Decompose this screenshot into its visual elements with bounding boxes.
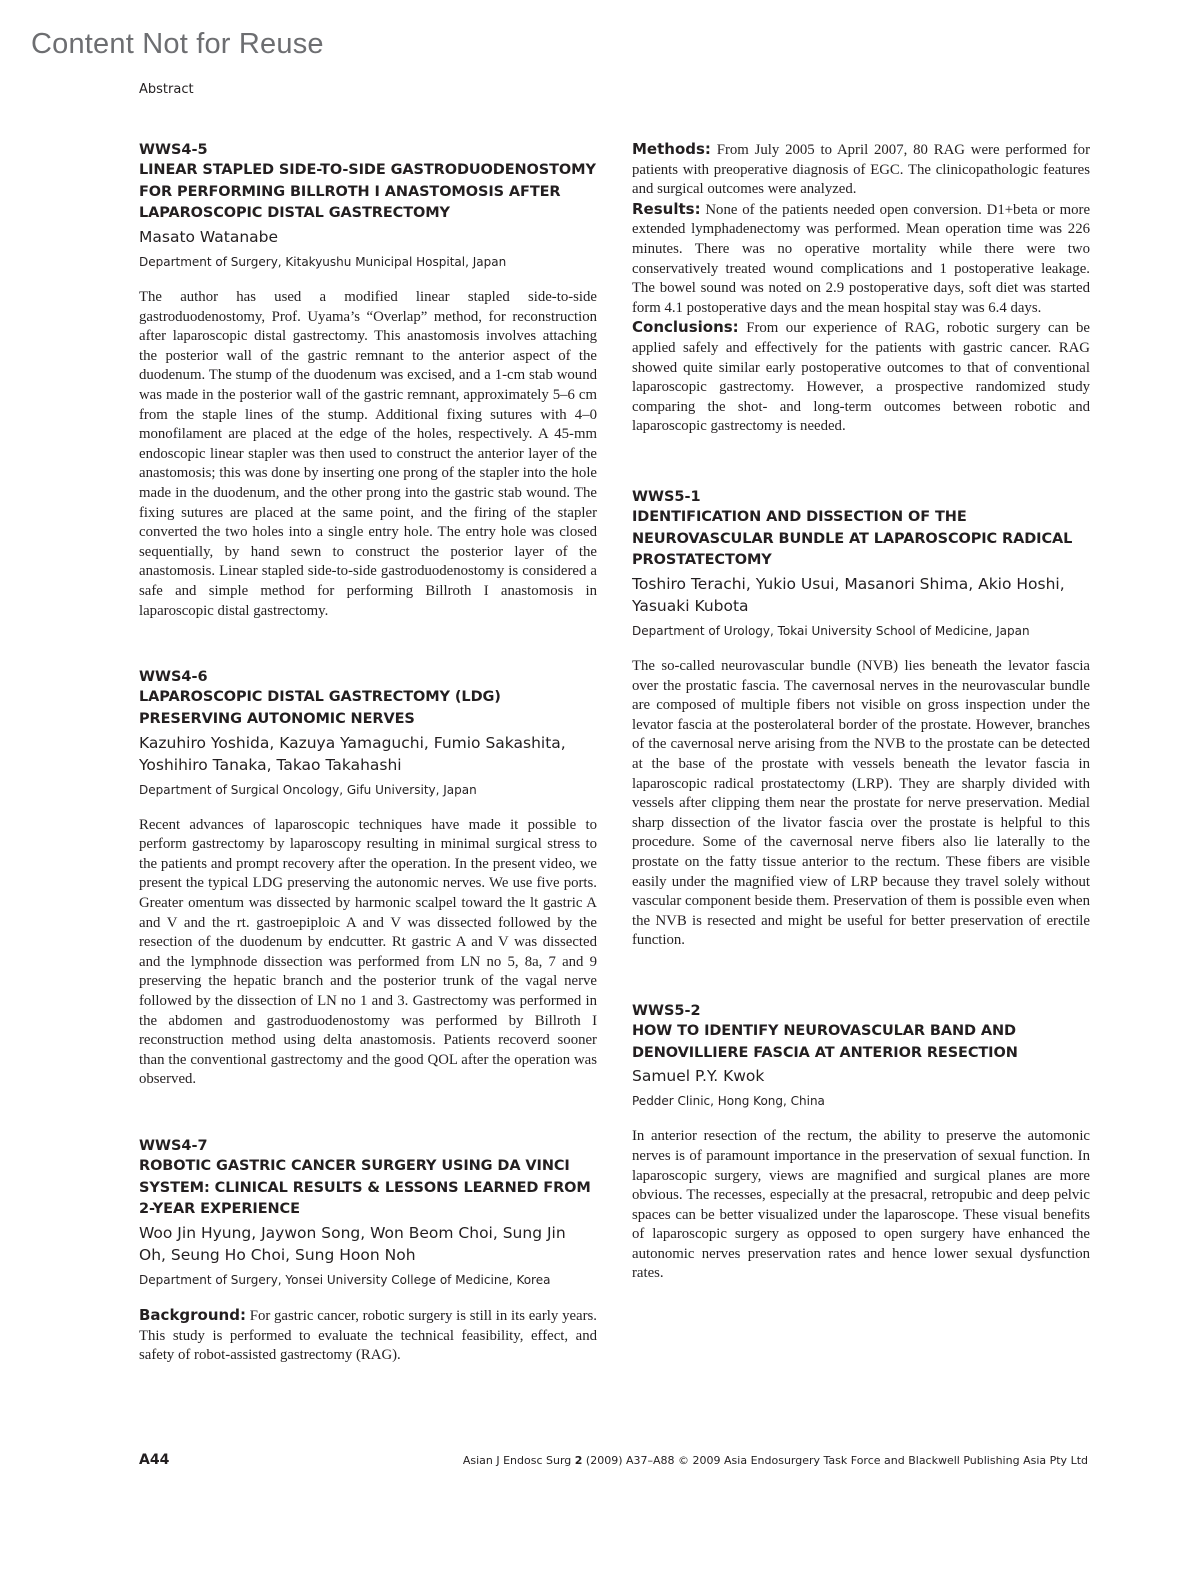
- abstract-code: WWS4-5: [139, 142, 208, 158]
- left-column: [139, 140, 597, 1366]
- section-gap: [139, 621, 597, 667]
- abstract-body: In anterior resection of the rectum, the ability to preserve the automonic nerves is of paramount importance in the preservation of sexual function. In laparoscopic surgery, views are magnified and surgical planes are more obvious. The recesses, especially at the presacral, retropubic and deep pelvic spaces can be better visualized under the laparoscope. These visual benefits of laparoscopic surgery as opposed to open surgery have enhanced the autonomic nerves preservation rates and hence lower sexual dysfunction rates.: [632, 1128, 1090, 1282]
- abstract-title: IDENTIFICATION AND DISSECTION OF THE NEUROVASCULAR BUNDLE AT LAPAROSCOPIC RADICAL PROSTATECTOMY: [632, 508, 1073, 569]
- results-paragraph: [632, 200, 1090, 319]
- abstract-authors: Toshiro Terachi, Yukio Usui, Masanori Shima, Akio Hoshi, Yasuaki Kubota: [632, 575, 1065, 616]
- abstract-affiliation: Department of Urology, Tokai University School of Medicine, Japan: [632, 624, 1030, 639]
- abstract-authors: Samuel P.Y. Kwok: [632, 1067, 765, 1086]
- abstract-title: LAPAROSCOPIC DISTAL GASTRECTOMY (LDG) PRESERVING AUTONOMIC NERVES: [139, 689, 501, 727]
- right-column: [632, 140, 1090, 1284]
- abstract-authors: Kazuhiro Yoshida, Kazuya Yamaguchi, Fumio Sakashita, Yoshihiro Tanaka, Takao Takahashi: [139, 733, 566, 774]
- results-label: Results:: [632, 199, 701, 218]
- abstract-code: WWS5-2: [632, 1002, 701, 1019]
- abstract-affiliation: Department of Surgery, Yonsei University College of Medicine, Korea: [139, 1273, 551, 1288]
- abstract-wws4-5: [139, 140, 597, 621]
- abstract-title: ROBOTIC GASTRIC CANCER SURGERY USING DA VINCI SYSTEM: CLINICAL RESULTS & LESSONS LEARNED FROM 2-YEAR EXPERIENCE: [139, 1157, 591, 1218]
- abstract-affiliation: Pedder Clinic, Hong Kong, China: [632, 1094, 825, 1109]
- background-paragraph: [139, 1306, 597, 1366]
- abstract-wws5-1: [632, 487, 1090, 951]
- section-gap: [632, 951, 1090, 1001]
- conclusions-paragraph: [632, 318, 1090, 437]
- methods-paragraph: [632, 140, 1090, 200]
- background-label: Background:: [139, 1306, 246, 1325]
- section-gap: [632, 437, 1090, 487]
- abstract-title: LINEAR STAPLED SIDE-TO-SIDE GASTRODUODENOSTOMY FOR PERFORMING BILLROTH I ANASTOMOSIS AFTER LAPAROSCOPIC DISTAL GASTRECTOMY: [139, 162, 596, 222]
- results-text: None of the patients needed open conversion. D1+beta or more extended lymphadenectomy was performed. Mean operation time was 226 minutes. There was no operative mortality while there were two conservatively treated wound complications and 1 postoperative leakage. The bowel sound was noted on 2.9 postoperative days, soft diet was started form 4.1 postoperative days and the mean hospital stay was 6.4 days.: [632, 201, 1091, 316]
- citation-journal: Asian J Endosc Surg: [462, 1454, 575, 1467]
- abstract-code: WWS5-1: [632, 488, 701, 505]
- watermark: Content Not for Reuse: [31, 28, 324, 60]
- conclusions-label: Conclusions:: [632, 318, 739, 337]
- running-head: Abstract: [139, 82, 194, 97]
- conclusions-text: From our experience of RAG, robotic surgery can be applied safely and effectively for the patients with gastric cancer. RAG showed quite similar early postoperative outcomes to that of conventional laparoscopic gastrectomy. However, a prospective randomized study comparing the shot- and long-term outcomes between robotic and laparoscopic gastrectomy is needed.: [632, 320, 1091, 435]
- footer-citation: [463, 1454, 1088, 1467]
- methods-text: From July 2005 to April 2007, 80 RAG were performed for patients with preoperative diagnosis of EGC. The clinicopathologic features and surgical outcomes were analyzed.: [632, 142, 1090, 198]
- methods-label: Methods:: [632, 140, 711, 158]
- abstract-authors: Woo Jin Hyung, Jaywon Song, Won Beom Choi, Sung Jin Oh, Seung Ho Choi, Sung Hoon Noh: [139, 1224, 566, 1265]
- background-text: For gastric cancer, robotic surgery is still in its early years. This study is performed to evaluate the technical feasibility, effect, and safety of robot-assisted gastrectomy (RAG).: [139, 1308, 597, 1364]
- abstract-code: WWS4-6: [139, 669, 208, 686]
- abstract-affiliation: Department of Surgery, Kitakyushu Municipal Hospital, Japan: [139, 255, 507, 270]
- abstract-wws4-7-continued: [632, 140, 1090, 437]
- abstract-body: The author has used a modified linear stapled side-to-side gastroduodenostomy, Prof. Uyama’s “Overlap” method, for reconstruction after laparoscopic distal gastrectomy. This anastomosis involves attaching the posterior wall of the gastric remnant to the anterior aspect of the duodenum. The stump of the duodenum was excised, and a 1-cm stab wound was made in the posterior wall of the gastric remnant, approximately 5–6 cm from the staple lines of the stump. Additional fixing sutures with 4–0 monofilament are placed at the edge of the holes, respectively. A 45-mm endoscopic linear stapler was then used to construct the anterior layer of the anastomosis; this was done by inserting one prong of the stapler into the hole made in the duodenum, and the other prong into the gastric stab wound. The fixing sutures are placed at the same point, and the firing of the stapler converted the two holes into a single entry hole. The entry hole was closed sequentially, by hand sewn to construct the posterior layer of the anastomosis. Linear stapled side-to-side gastroduodenostomy is considered a safe and simple method for performing Billroth I anastomosis in laparoscopic distal gastrectomy.: [139, 289, 597, 619]
- citation-volume: 2: [574, 1454, 583, 1467]
- abstract-wws4-7: [139, 1136, 597, 1366]
- abstract-wws4-6: [139, 667, 597, 1090]
- section-gap: [139, 1090, 597, 1136]
- abstract-affiliation: Department of Surgical Oncology, Gifu University, Japan: [139, 782, 477, 797]
- page-number: A44: [139, 1452, 170, 1468]
- citation-rest: (2009) A37–A88 © 2009 Asia Endosurgery Task Force and Blackwell Publishing Asia Pty Ltd: [582, 1454, 1088, 1467]
- abstract-title: HOW TO IDENTIFY NEUROVASCULAR BAND AND DENOVILLIERE FASCIA AT ANTERIOR RESECTION: [632, 1022, 1018, 1061]
- abstract-wws5-2: [632, 1001, 1090, 1284]
- abstract-body: Recent advances of laparoscopic techniques have made it possible to perform gastrectomy by laparoscopy resulting in minimal surgical stress to the patients and prompt recovery after the operation. In the present video, we present the typical LDG preserving the autonomic nerves. We use five ports. Greater omentum was dissected by harmonic scalpel toward the lt gastric A and V and the rt. gastroepiploic A and V was dissected followed by the resection of the duodenum by endcutter. Rt gastric A and V was dissected and the lymphnode dissection was performed from LN no 5, 8a, 7 and 9 preserving the hepatic branch and the posterior trunk of the vagal nerve followed by the dissection of LN no 1 and 3. Gastrectomy was performed in the abdomen and gastroduodenostomy was performed by Billroth I reconstruction method using delta anastomosis. Patients recoverd sooner than the conventional gastrectomy and the good QOL after the operation was observed.: [139, 816, 597, 1088]
- abstract-authors: Masato Watanabe: [139, 228, 279, 247]
- abstract-code: WWS4-7: [139, 1137, 208, 1154]
- abstract-body: The so-called neurovascular bundle (NVB) lies beneath the levator fascia over the prostatic fascia. The cavernosal nerves in the neurovascular bundle are composed of multiple fibers not visible on gross inspection under the levator fascia at the posterolateral border of the prostate. However, branches of the cavernosal nerve arising from the NVB to the prostate can be detected at the base of the prostate with vessels beneath the levator fascia in laparoscopic radical prostatectomy (LRP). They are sharply divided with vessels after clipping them near the prostate for nerve preservation. Medial sharp dissection of the livator fascia over the prostate is helpful to this procedure. Some of the cavernosal nerve fibers also lie laterally to the prostate on the fatty tissue anterior to the rectum. These fibers are visible easily under the magnified view of LRP because they travel solely without vascular component beside them. Preservation of them is possible even when the NVB is resected and might be useful for better preservation of erectile function.: [632, 658, 1090, 949]
